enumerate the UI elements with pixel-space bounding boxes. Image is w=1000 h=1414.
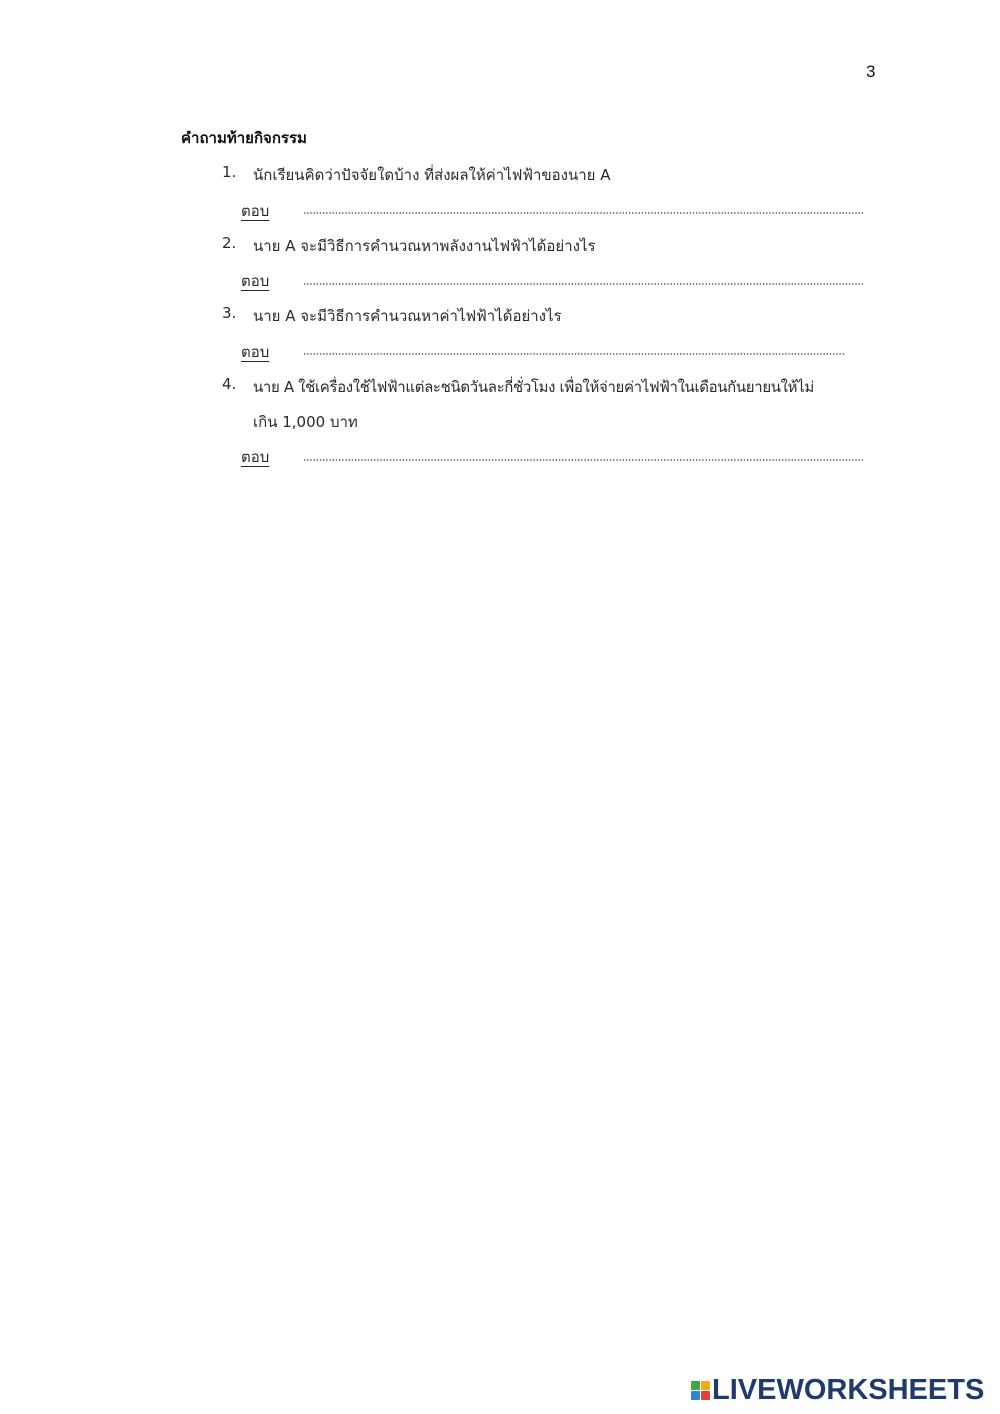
question-1-text: นักเรียนคิดว่าปัจจัยใดบ้าง ที่ส่งผลให้ค่าไฟฟ้าของนาย A xyxy=(253,166,611,184)
question-3-text: นาย A จะมีวิธีการคำนวณหาค่าไฟฟ้าได้อย่างไร xyxy=(253,307,562,325)
question-4-answer-label: ตอบ xyxy=(241,448,270,466)
liveworksheets-brand xyxy=(691,1375,984,1405)
brand-text: LIVEWORKSHEETS xyxy=(712,1374,985,1406)
question-2-number: 2. xyxy=(222,234,237,252)
logo-square-3 xyxy=(691,1391,700,1400)
liveworksheets-logo-icon xyxy=(691,1381,710,1400)
section-heading: คำถามท้ายกิจกรรม xyxy=(181,129,307,147)
question-2-answer-line[interactable] xyxy=(303,283,863,285)
question-2-text: นาย A จะมีวิธีการคำนวณหาพลังงานไฟฟ้าได้อย่างไร xyxy=(253,237,596,255)
question-3-answer-label: ตอบ xyxy=(241,343,270,361)
logo-square-4 xyxy=(701,1391,710,1400)
logo-square-2 xyxy=(701,1381,710,1390)
question-1-answer-line[interactable] xyxy=(303,212,863,214)
question-3-number: 3. xyxy=(222,304,237,322)
question-3-answer-line[interactable] xyxy=(303,353,846,355)
question-4-answer-line[interactable] xyxy=(303,459,863,461)
question-4-text-line-1: นาย A ใช้เครื่องใช้ไฟฟ้าแต่ละชนิดวันละกี่ชั่วโมง เพื่อให้จ่ายค่าไฟฟ้าในเดือนกันยายนให้ไม่ xyxy=(253,378,814,396)
question-1-number: 1. xyxy=(222,163,237,181)
page-number: 3 xyxy=(866,62,876,81)
question-4-text-line-2: เกิน 1,000 บาท xyxy=(253,413,358,431)
question-2-answer-label: ตอบ xyxy=(241,272,270,290)
question-4-number: 4. xyxy=(222,375,237,393)
question-1-answer-label: ตอบ xyxy=(241,202,270,220)
logo-square-1 xyxy=(691,1381,700,1390)
